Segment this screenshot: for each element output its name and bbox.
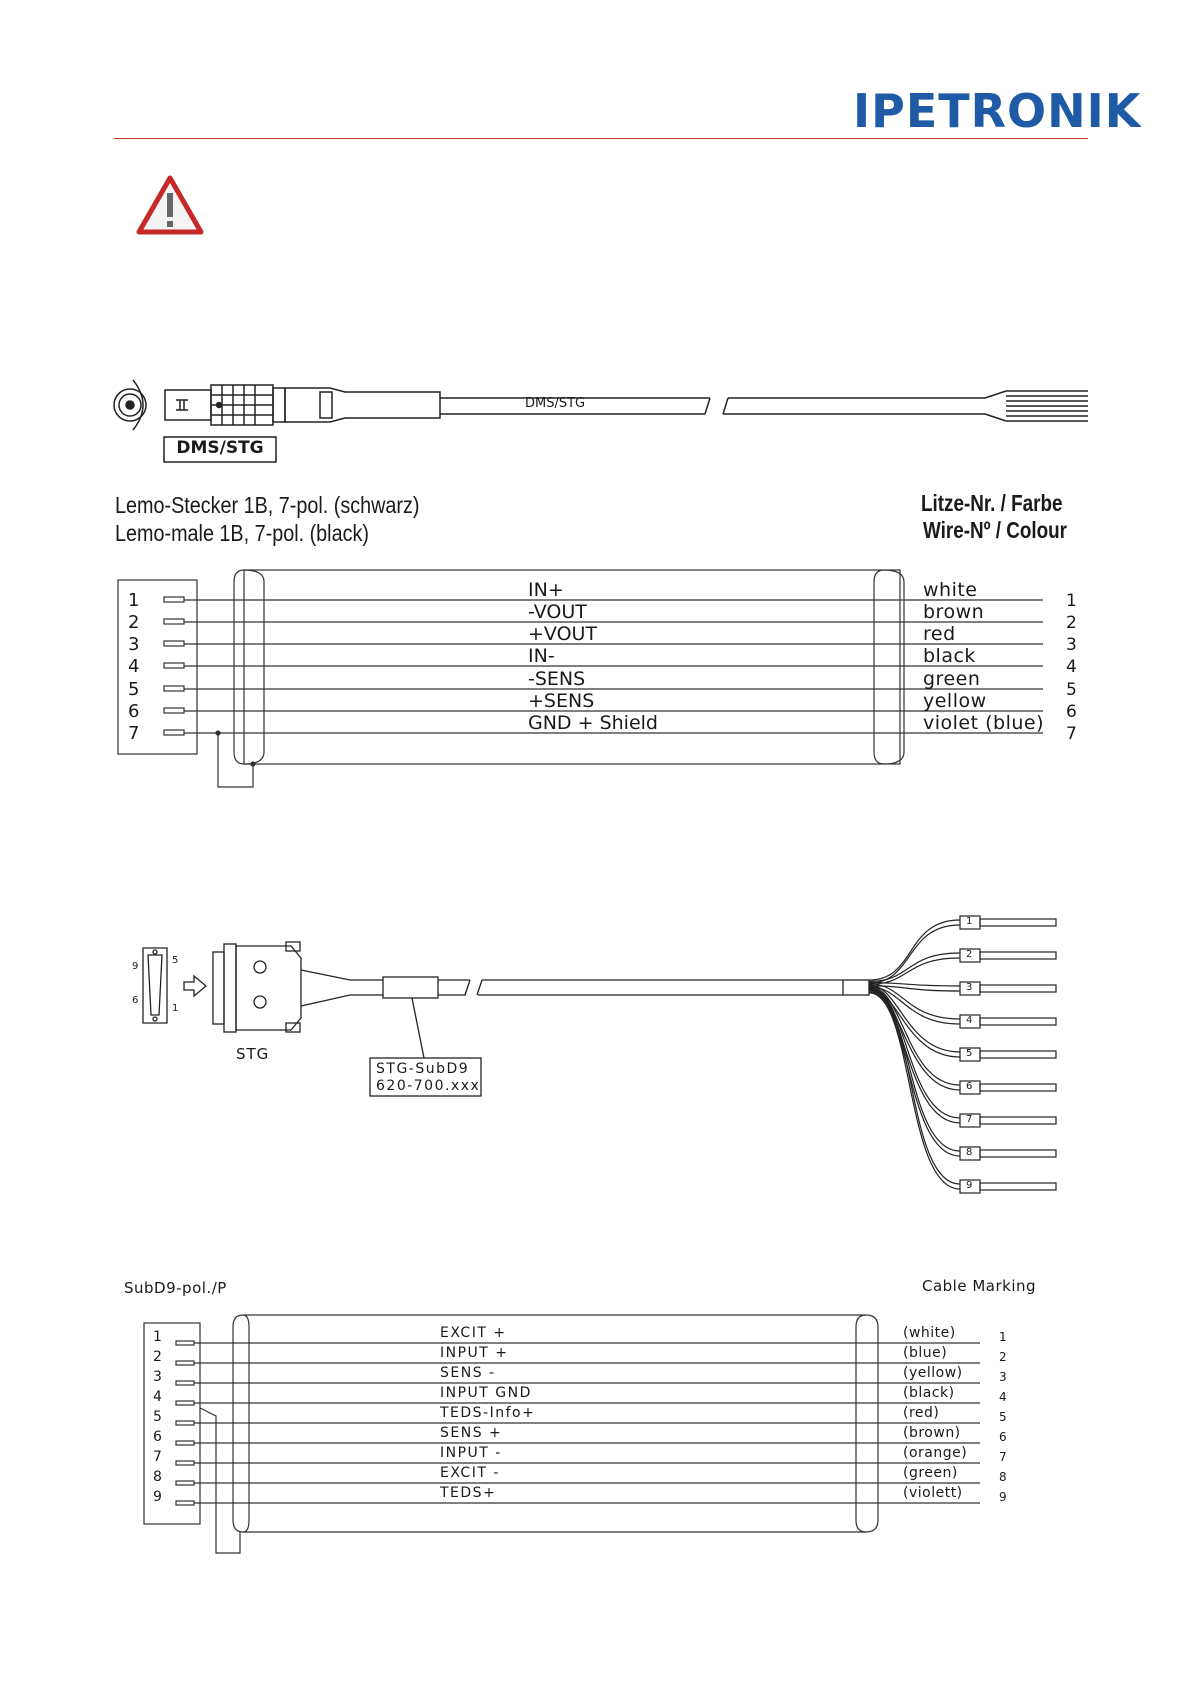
lemo-wire-color: violet (blue) — [923, 712, 1045, 734]
wire-header-en: Wire-Nº / Colour — [923, 517, 1067, 543]
subd-signal-name: TEDS+ — [440, 1485, 497, 1501]
lemo-pin-number: 5 — [128, 679, 141, 700]
wire-tail — [980, 1084, 1056, 1091]
lemo-connector-label: DMS/STG — [176, 438, 264, 458]
subd-pin-contact — [176, 1361, 194, 1365]
subd-wire-number: 4 — [999, 1390, 1007, 1404]
lemo-wire-number: 1 — [1066, 591, 1077, 611]
subd-pin-number: 4 — [153, 1389, 162, 1405]
subd-wire-number: 3 — [999, 1370, 1007, 1384]
subd-pin-contact — [176, 1441, 194, 1445]
subd-wire-number: 1 — [999, 1330, 1007, 1344]
fan-wire-edge — [869, 992, 960, 1156]
lemo-title-en: Lemo-male 1B, 7-pol. (black) — [115, 520, 369, 546]
subd-pin-contact — [176, 1341, 194, 1345]
lemo-pin-number: 3 — [128, 634, 141, 655]
fan-wire-edge — [869, 986, 960, 991]
fan-wire-edge — [869, 993, 960, 1189]
subd-signal-name: INPUT + — [440, 1345, 509, 1361]
lemo-pin-number: 6 — [128, 701, 141, 722]
lemo-wire-number: 7 — [1066, 724, 1077, 744]
subd-pin-9: 9 — [132, 961, 139, 972]
fan-wire — [869, 983, 960, 986]
wire-tag-number: 3 — [966, 982, 973, 993]
lemo-wire-color: black — [923, 645, 976, 667]
lemo-pin-number: 7 — [128, 723, 141, 744]
subd-title: SubD9-pol./P — [124, 1279, 227, 1297]
lemo-wire-number: 2 — [1066, 613, 1077, 633]
lemo-wire-number: 4 — [1066, 657, 1077, 677]
wire-tag-number: 7 — [966, 1114, 973, 1125]
fan-wire — [869, 984, 960, 1019]
fan-wire — [869, 986, 960, 1085]
wire-tail — [980, 919, 1056, 926]
subd-wire-color: (yellow) — [903, 1365, 963, 1381]
wire-tail — [980, 985, 1056, 992]
subd-wire-number: 8 — [999, 1470, 1007, 1484]
lemo-pin-number: 4 — [128, 656, 141, 677]
subd-pin-number: 2 — [153, 1349, 162, 1365]
company-logo: IPETRONIK — [853, 84, 1142, 138]
subd-pin-number: 6 — [153, 1429, 162, 1445]
lemo-wire-color: yellow — [923, 690, 987, 712]
subd-wire-color: (brown) — [903, 1425, 961, 1441]
subd-pin-number: 1 — [153, 1329, 162, 1345]
lemo-pin-number: 2 — [128, 612, 141, 633]
subd-pin-1: 1 — [172, 1003, 179, 1014]
fan-wire — [869, 989, 960, 1151]
fan-wire-edge — [869, 958, 960, 984]
lemo-wire-number: 3 — [1066, 635, 1077, 655]
subd-wire-number: 5 — [999, 1410, 1007, 1424]
wire-tail — [980, 952, 1056, 959]
lemo-wire-color: brown — [923, 601, 985, 623]
lemo-wire-color: green — [923, 668, 981, 690]
wire-tail — [980, 1051, 1056, 1058]
subd-pin-6: 6 — [132, 995, 139, 1006]
subd-pin-number: 7 — [153, 1449, 162, 1465]
lemo-signal-name: GND + Shield — [528, 712, 658, 734]
fan-wire-edge — [869, 989, 960, 1090]
wire-tag-number: 9 — [966, 1180, 973, 1191]
subd-pin-5: 5 — [172, 955, 179, 966]
fan-wire — [869, 953, 960, 981]
lemo-signal-name: -SENS — [528, 668, 586, 690]
subd-signal-name: EXCIT + — [440, 1325, 507, 1341]
wire-tag-number: 6 — [966, 1081, 973, 1092]
lemo-signal-name: +SENS — [528, 690, 595, 712]
subd-pin-contact — [176, 1381, 194, 1385]
subd-wire-color: (white) — [903, 1325, 956, 1341]
fan-wire-edge — [869, 990, 960, 1123]
subd-signal-name: TEDS-Info+ — [440, 1405, 536, 1421]
subd-signal-name: INPUT GND — [440, 1385, 532, 1401]
subd-wire-number: 9 — [999, 1490, 1007, 1504]
fan-wire — [869, 920, 960, 980]
wire-tail — [980, 1117, 1056, 1124]
wire-tag-number: 2 — [966, 949, 973, 960]
marking-header: Cable Marking — [922, 1277, 1037, 1295]
subd-signal-name: EXCIT - — [440, 1465, 500, 1481]
subd-pin-number: 9 — [153, 1489, 162, 1505]
subd-connector-label: STG — [236, 1045, 270, 1063]
subd-wire-number: 2 — [999, 1350, 1007, 1364]
lemo-signal-name: +VOUT — [528, 623, 598, 645]
wire-tail — [980, 1183, 1056, 1190]
wire-tag-number: 5 — [966, 1048, 973, 1059]
fan-wire — [869, 990, 960, 1184]
subd-pin-number: 3 — [153, 1369, 162, 1385]
lemo-signal-name: IN- — [528, 645, 555, 667]
header-rule — [114, 138, 1088, 139]
subd-pin-contact — [176, 1501, 194, 1505]
subd-wire-color: (green) — [903, 1465, 958, 1481]
subd-signal-name: INPUT - — [440, 1445, 502, 1461]
subd-pin-number: 5 — [153, 1409, 162, 1425]
fan-wire-edge — [869, 925, 960, 983]
subd-pin-contact — [176, 1401, 194, 1405]
lemo-wire-number: 5 — [1066, 680, 1077, 700]
fan-wire-edge — [869, 987, 960, 1024]
fan-wire — [869, 987, 960, 1118]
part-label-number: 620-700.xxx — [376, 1078, 481, 1094]
subd-wire-color: (red) — [903, 1405, 940, 1421]
fan-wire — [869, 985, 960, 1052]
part-label-name: STG-SubD9 — [376, 1061, 470, 1077]
lemo-cable-label: DMS/STG — [525, 396, 586, 411]
subd-wire-number: 7 — [999, 1450, 1007, 1464]
subd-pin-contact — [176, 1421, 194, 1425]
lemo-pin-number: 1 — [128, 590, 141, 611]
wire-tail — [980, 1150, 1056, 1157]
wire-tag-number: 1 — [966, 916, 973, 927]
subd-wire-color: (black) — [903, 1385, 955, 1401]
lemo-wire-number: 6 — [1066, 702, 1077, 722]
subd-wire-color: (violett) — [903, 1485, 963, 1501]
subd-signal-name: SENS - — [440, 1365, 496, 1381]
lemo-wire-color: white — [923, 579, 978, 601]
lemo-wire-color: red — [923, 623, 956, 645]
wire-tag-number: 4 — [966, 1015, 973, 1026]
lemo-title-de: Lemo-Stecker 1B, 7-pol. (schwarz) — [115, 492, 420, 518]
wire-tail — [980, 1018, 1056, 1025]
lemo-signal-name: IN+ — [528, 579, 564, 601]
subd-wire-color: (blue) — [903, 1345, 948, 1361]
subd-wire-number: 6 — [999, 1430, 1007, 1444]
wire-tag-number: 8 — [966, 1147, 973, 1158]
lemo-signal-name: -VOUT — [528, 601, 587, 623]
wire-header-de: Litze-Nr. / Farbe — [921, 490, 1063, 516]
subd-wire-color: (orange) — [903, 1445, 968, 1461]
subd-pin-number: 8 — [153, 1469, 162, 1485]
subd-signal-name: SENS + — [440, 1425, 503, 1441]
fan-wire-edge — [869, 988, 960, 1057]
subd-pin-contact — [176, 1481, 194, 1485]
subd-pin-contact — [176, 1461, 194, 1465]
